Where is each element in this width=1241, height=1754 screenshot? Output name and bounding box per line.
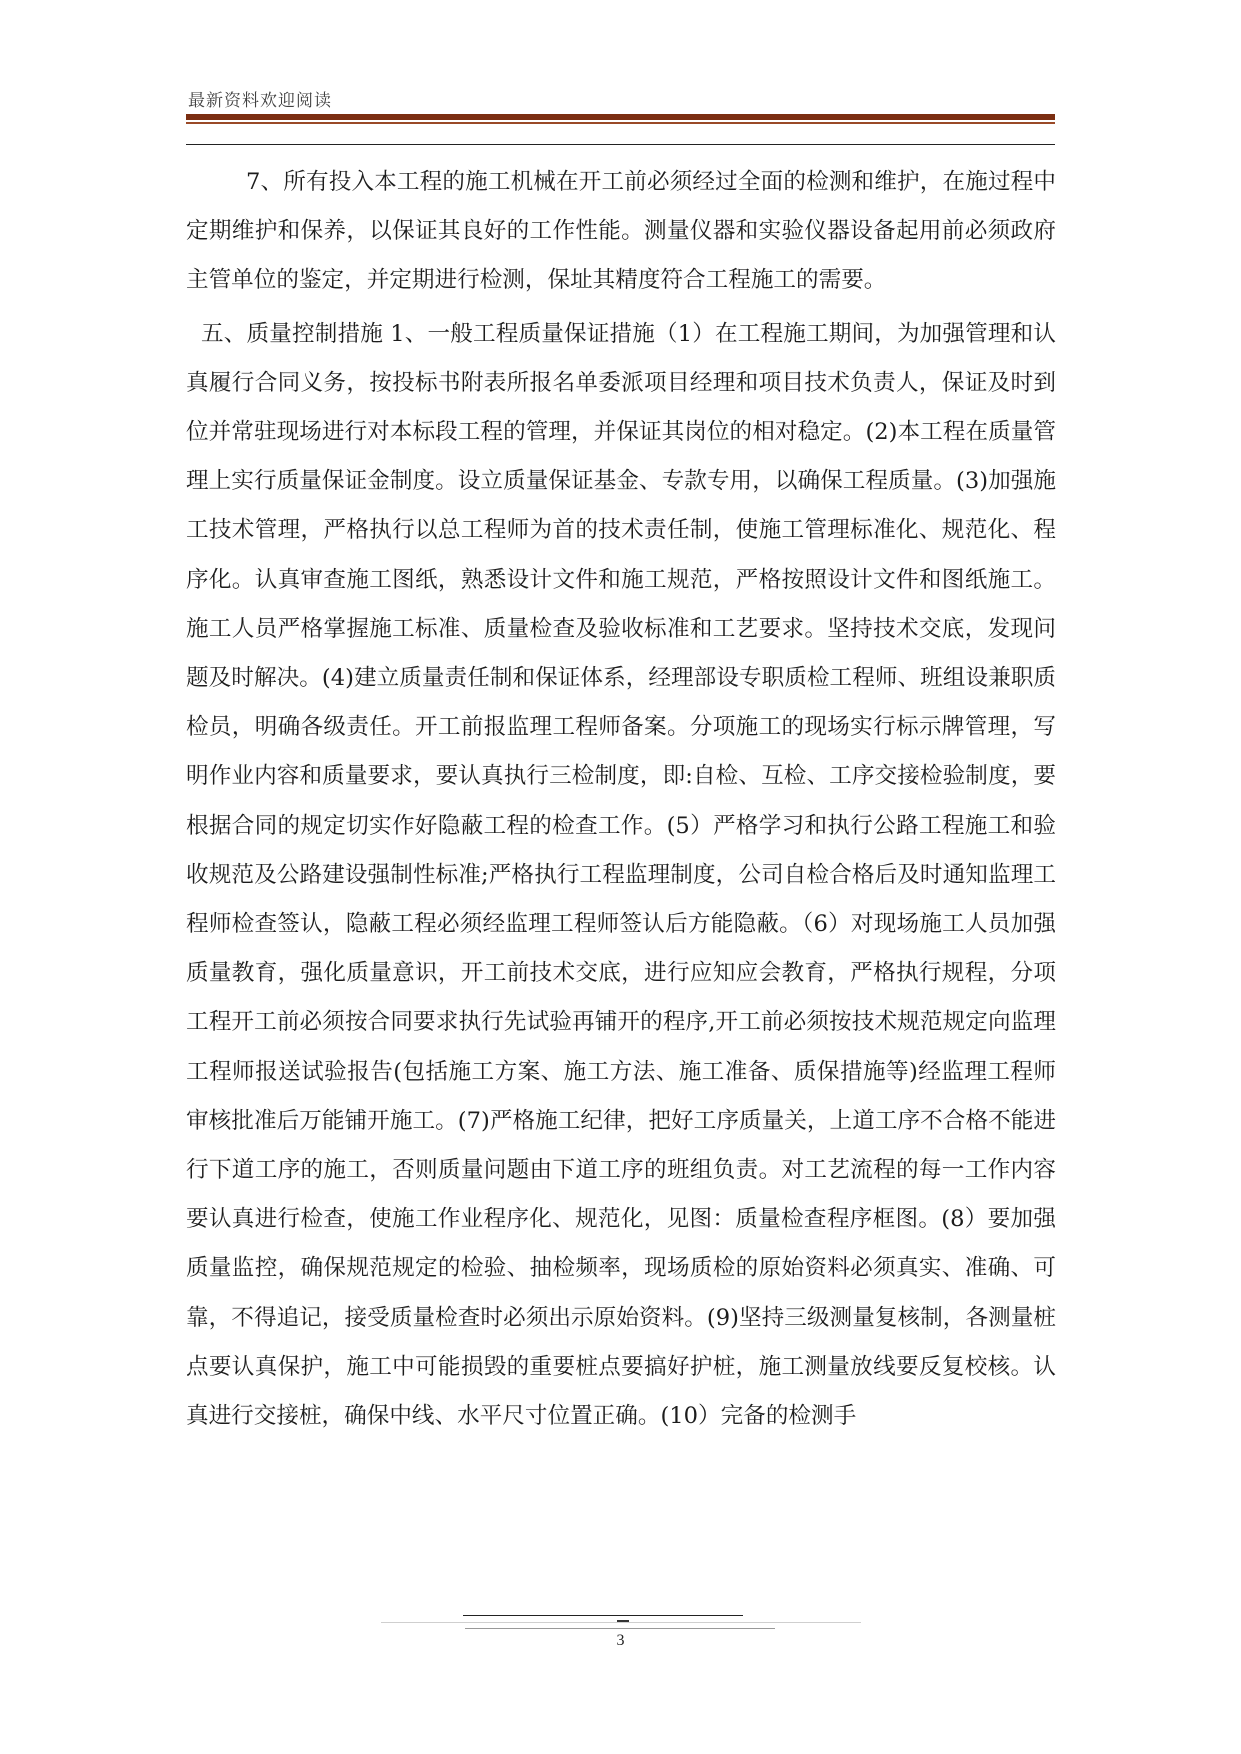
footer-rule-lower [465, 1628, 775, 1629]
body-top-rule [186, 144, 1055, 145]
header-rule-thin [186, 122, 1055, 124]
footer-rule [463, 1615, 743, 1616]
paragraph-item-7: 7、所有投入本工程的施工机械在开工前必须经过全面的检测和维护，在施过程中定期维护和保养，以保证其良好的工作性能。测量仪器和实验仪器设备起用前必须政府主管单位的鉴定，并定期进行检测，保址其精度符合工程施工的需要。 [186, 169, 1056, 294]
paragraph-quality-control: 五、质量控制措施 1、一般工程质量保证措施（1）在工程施工期间，为加强管理和认真履行合同义务，按投标书附表所报名单委派项目经理和项目技术负责人，保证及时到位并常驻现场进行对本标段工程的管理，并保证其岗位的相对稳定。(2)本工程在质量管理上实行质量保证金制度。设立质量保证基金、专款专用，以确保工程质量。(3)加强施工技术管理，严格执行以总工程师为首的技术责任制，使施工管理标准化、规范化、程序化。认真审查施工图纸，熟悉设计文件和施工规范，严格按照设计文件和图纸施工。施工人员严格掌握施工标准、质量检查及验收标准和工艺要求。坚持技术交底，发现问题及时解决。(4)建立质量责任制和保证体系，经理部设专职质检工程师、班组设兼职质检员，明确各级责任。开工前报监理工程师备案。分项施工的现场实行标示牌管理，写明作业内容和质量要求，要认真执行三检制度，即:自检、互检、工序交接检验制度，要根据合同的规定切实作好隐蔽工程的检查工作。(5）严格学习和执行公路工程施工和验收规范及公路建设强制性标准;严格执行工程监理制度，公司自检合格后及时通知监理工程师检查签认，隐蔽工程必须经监理工程师签认后方能隐蔽。（6）对现场施工人员加强质量教育，强化质量意识，开工前技术交底，进行应知应会教育，严格执行规程，分项工程开工前必须按合同要求执行先试验再铺开的程序,开工前必须按技术规范规定向监理工程师报送试验报告(包括施工方案、施工方法、施工准备、质保措施等)经监理工程师审核批准后万能铺开施工。(7)严格施工纪律，把好工序质量关，上道工序不合格不能进行下道工序的施工，否则质量问题由下道工序的班组负责。对工艺流程的每一工作内容要认真进行检查，使施工作业程序化、规范化，见图：质量检查程序框图。(8）要加强质量监控，确保规范规定的检验、抽检频率，现场质检的原始资料必须真实、准确、可靠，不得追记，接受质量检查时必须出示原始资料。(9)坚持三级测量复核制，各测量桩点要认真保护，施工中可能损毁的重要桩点要搞好护桩，施工测量放线要反复校核。认真进行交接桩，确保中线、水平尺寸位置正确。(10）完备的检测手 [186, 320, 1056, 1430]
footer-rule-light [381, 1622, 861, 1623]
header-title: 最新资料欢迎阅读 [188, 91, 332, 111]
document-body [186, 158, 1056, 1441]
header-rule-thick [186, 114, 1055, 120]
page-number: 3 [616, 1632, 625, 1649]
